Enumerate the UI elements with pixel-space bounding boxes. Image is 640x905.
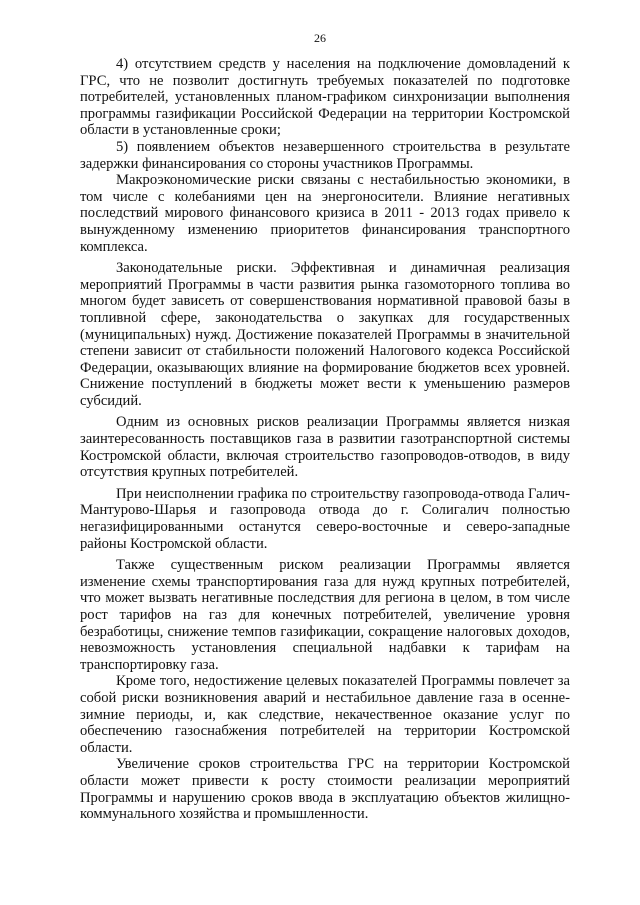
paragraph-macroeconomic-risks: Макроэкономические риски связаны с нестабильностью экономики, в том числе с колебаниями цен на энергоносители. Влияние негативных последствий мирового финансового кризиса в 2011 - 2013 годах привело к вынужденному изменению приоритетов финансирования транспортного комплекса.: [80, 172, 570, 255]
paragraph-target-indicators-risk: Кроме того, недостижение целевых показателей Программы повлечет за собой риски возникновения аварий и нестабильное давление газа в осенне-зимние периоды, и, как следствие, некачественное оказание услуг по обеспечению газоснабжения потребителей на территории Костромской области.: [80, 673, 570, 756]
paragraph-supplier-interest-risk: Одним из основных рисков реализации Программы является низкая заинтересованность поставщиков газа в развитии газотранспортной системы Костромской области, включая строительство газопроводов-отводов, в виду отсутствия крупных потребителей.: [80, 414, 570, 481]
paragraph-transport-scheme-risk: Также существенным риском реализации Программы является изменение схемы транспортирования газа для нужд крупных потребителей, что может вызвать негативные последствия для региона в целом, в том числе рост тарифов на газ для конечных потребителей, увеличение уровня безработицы, снижение темпов газификации, сокращение налоговых доходов, невозможность установления специальной надбавки к тарифам на транспортировку газа.: [80, 557, 570, 673]
paragraph-risk-item-4: 4) отсутствием средств у населения на подключение домовладений к ГРС, что не позволит достигнуть требуемых показателей по подготовке потребителей, установленных планом-графиком синхронизации выполнения программы газификации Российской Федерации на территории Костромской области в установленные сроки;: [80, 56, 570, 139]
paragraph-pipeline-schedule-risk: При неисполнении графика по строительству газопровода-отвода Галич-Мантурово-Шарья и газопровода отвода до г. Солигалич полностью негазифицированными останутся северо-восточные и северо-западные районы Костромской области.: [80, 485, 570, 552]
paragraph-construction-delay-risk: Увеличение сроков строительства ГРС на территории Костромской области может привести к росту стоимости реализации мероприятий Программы и нарушению сроков ввода в эксплуатацию объектов жилищно-коммунального хозяйства и промышленности.: [80, 756, 570, 823]
page-number: 26: [314, 31, 326, 45]
paragraph-legislative-risks: Законодательные риски. Эффективная и динамичная реализация мероприятий Программы в части развития рынка газомоторного топлива во многом будет зависеть от совершенствования нормативной правовой базы в топливной сфере, законодательства о закупках для государственных (муниципальных) нужд. Достижение показателей Программы в значительной степени зависит от стабильности положений Налогового кодекса Российской Федерации, оказывающих влияние на формирование бюджетов всех уровней. Снижение поступлений в бюджеты может вести к уменьшению размеров субсидий.: [80, 260, 570, 409]
document-body: [80, 56, 570, 823]
paragraph-risk-item-5: 5) появлением объектов незавершенного строительства в результате задержки финансирования со стороны участников Программы.: [80, 138, 570, 172]
